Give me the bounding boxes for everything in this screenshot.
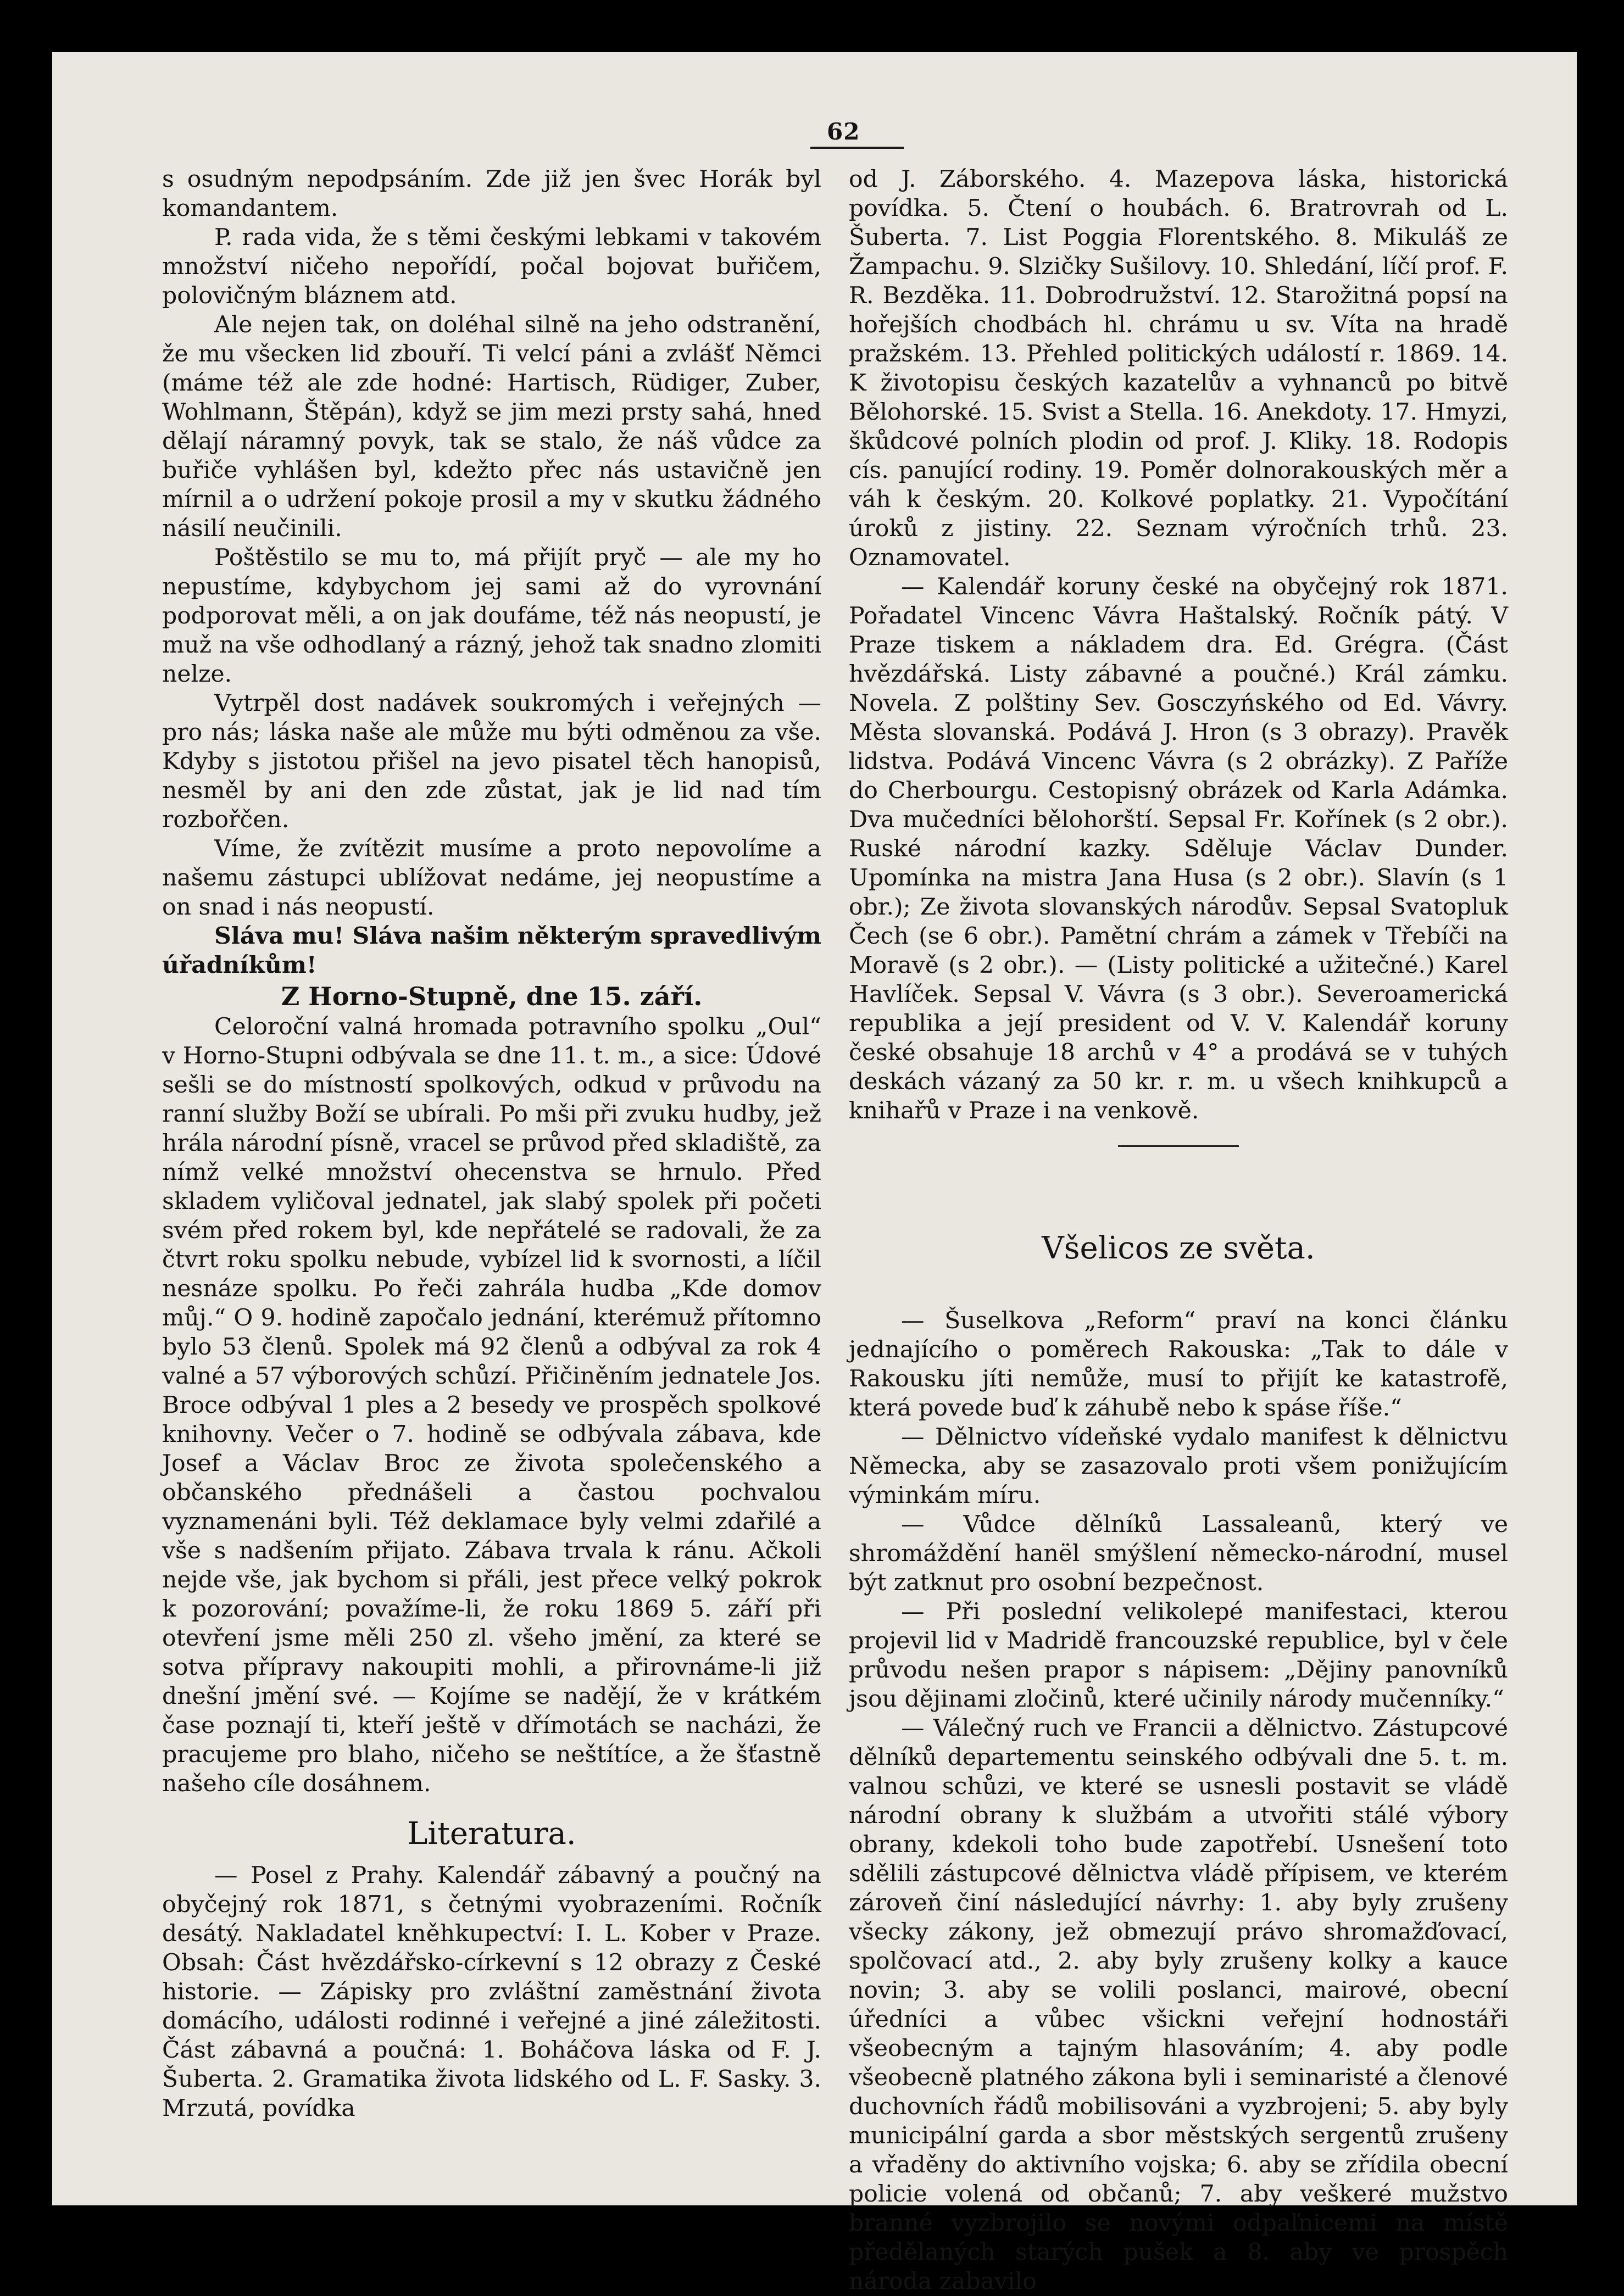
newspaper-page: [52, 52, 1577, 2295]
left-paragraph: s osudným nepodpsáním. Zde již jen švec Horák byl komandantem.: [162, 166, 821, 222]
page-number: 62: [827, 118, 860, 145]
left-paragraph: Víme, že zvítězit musíme a proto nepovolíme a našemu zástupci ublížovat nedáme, jej neopustíme a on snad i nás neopustí.: [162, 835, 821, 921]
left-paragraph: Vytrpěl dost nadávek soukromých i veřejných — pro nás; láska naše ale může mu býti odměnou za vše. Kdyby s jistotou přišel na jevo pisatel těch hanopisů, nesměl by ani den zde zůstat, jak je lid nad tím rozbořčen.: [162, 690, 821, 833]
left-paragraph: Ale nejen tak, on doléhal silně na jeho odstranění, že mu všecken lid zbouří. Ti velcí páni a zvlášť Němci (máme též ale zde hodné: Hartisch, Rüdiger, Zuber, Wohlmann, Štěpán), když se jim mezi prsty sahá, hned dělají náramný povyk, tak se stalo, že náš vůdce za buřiče vyhlášen byl, kdežto přec nás ustavičně jen mírnil a o udržení pokoje prosil a my v skutku žádného násilí neučinili.: [162, 311, 821, 542]
news-item: — Vůdce dělníků Lassaleanů, který ve shromáždění hanël smýšlení německo-národní, musel být zatknut pro osobní bezpečnost.: [849, 1511, 1508, 1596]
kalendar-review: — Kalendář koruny české na obyčejný rok 1871. Pořadatel Vincenc Vávra Haštalský. Ročník pátý. V Praze tiskem a nákladem dra. Ed. Grégra. (Část hvězdářská. Listy zábavné a poučné.) Král zámku. Novela. Z polštiny Sev. Gosczyńského od Ed. Vávry. Města slovanská. Podává J. Hron (s 3 obrazy). Pravěk lidstva. Podává Vincenc Vávra (s 2 obrázky). Z Paříže do Cherbourgu. Cestopisný obrázek od Karla Adámka. Dva mučedníci bělohorští. Sepsal Fr. Kořínek (s 2 obr.). Ruské národní kazky. Sděluje Václav Dunder. Upomínka na mistra Jana Husa (s 2 obr.). Slavín (s 1 obr.); Ze života slovanských národův. Sepsal Svatopluk Čech (se 6 obr.). Pamětní chrám a zámek v Třebíči na Moravě (s 2 obr.). — (Listy politické a užitečné.) Karel Havlíček. Sepsal V. Vávra (s 3 obr.). Severoamerická republika a její president od V. V. Kalendář koruny české obsahuje 18 archů v 4° a prodává se v tuhých deskách vázaný za 50 kr. r. m. u všech knihkupců a knihařů v Praze i na venkově.: [849, 573, 1508, 1124]
left-paragraph: Sláva mu! Sláva našim některým spravedlivým úřadníkům!: [162, 922, 821, 979]
left-column: [162, 165, 821, 2123]
literatura-continued: od J. Záborského. 4. Mazepova láska, historická povídka. 5. Čtení o houbách. 6. Bratrovrah od L. Šuberta. 7. List Poggia Florentského. 8. Mikuláš ze Žampachu. 9. Slzičky Sušilovy. 10. Shledání, líčí prof. F. R. Bezděka. 11. Dobrodružství. 12. Starožitná popsí na hořejších chodbách hl. chrámu u sv. Víta na hradě pražském. 13. Přehled politických událostí r. 1869. 14. K životopisu českých kazatelův a vyhnanců po bitvě Bělohorské. 15. Svist a Stella. 16. Anekdoty. 17. Hmyzi, škůdcové polních plodin od prof. J. Kliky. 18. Rodopis cís. panující rodiny. 19. Poměr dolnorakouských měr a váh k českým. 20. Kolkové poplatky. 21. Vypočítání úroků z jistiny. 22. Seznam výročních trhů. 23. Oznamovatel.: [849, 166, 1508, 571]
right-column: [849, 165, 1508, 2296]
page-number-rule: [810, 147, 904, 149]
vselicos-heading: Všelicos ze světa.: [1042, 1230, 1315, 1266]
society-report: Celoroční valná hromada potravního spolku „Oul“ v Horno-Stupni odbývala se dne 11. t. m., a sice: Údové sešli se do místností spolkových, odkud v průvodu na ranní služby Boží se ubírali. Po mši při zvuku hudby, jež hrála národní písně, vracel se průvod před skladiště, za nímž velké množství ohecenstva se hrnulo. Před skladem vyličoval jednatel, jak slabý spolek při početi svém před rokem byl, kde nepřátelé se radovali, že za čtvrt roku spolku nebude, vybízel lid k svornosti, a líčil nesnáze spolku. Po řeči zahrála hudba „Kde domov můj.“ O 9. hodině započalo jednání, kterémuž přítomno bylo 53 členů. Spolek má 92 členů a odbýval za rok 4 valné a 57 výborových schůzí. Přičiněním jednatele Jos. Broce odbýval 1 ples a 2 besedy ve prospěch spolkové knihovny. Večer o 7. hodině se odbývala zábava, kde Josef a Václav Broc ze života společenského a občanského přednášeli a častou pochvalou vyznamenáni byli. Též deklamace byly velmi zdařilé a vše s nadšením přijato. Zábava trvala k ránu. Ačkoli nejde vše, jak bychom si přáli, jest přece velký pokrok k pozorování; považíme-li, že roku 1869 5. září při otevření jsme měli 250 zl. všeho jmění, za které se sotva přípravy nakoupiti mohli, a přirovnáme-li již dnešní jmění své. — Kojíme se nadějí, že v krátkém čase poznají ti, kteří ještě v dřímotách se nacházi, že pracujeme pro blaho, ničeho se neštítíce, a že šťastně našeho cíle dosáhnem.: [162, 1013, 821, 1797]
literatura-text: — Posel z Prahy. Kalendář zábavný a poučný na obyčejný rok 1871, s četnými vyobrazeními. Ročník desátý. Nakladatel kněhkupectví: I. L. Kober v Praze. Obsah: Část hvězdářsko-církevní s 12 obrazy z České historie. — Zápisky pro zvláštní zaměstnání života domácího, události rodinné i veřejné a jiné záležitosti. Část zábavná a poučná: 1. Boháčova láska od F. J. Šuberta. 2. Gramatika života lidského od L. F. Sasky. 3. Mrzutá, povídka: [162, 1862, 821, 2122]
news-item: — Při poslední velikolepé manifestaci, kterou projevil lid v Madridě francouzské republice, byl v čele průvodu nešen prapor s nápisem: „Dějiny panovníků jsou dějinami zločinů, které učinily národy mučenníky.“: [849, 1598, 1508, 1713]
news-item: — Dělnictvo vídeňské vydalo manifest k dělnictvu Německa, aby se zasazovalo proti všem ponižujícím výminkám míru.: [849, 1424, 1508, 1509]
news-item: — Válečný ruch ve Francii a dělnictvo. Zástupcové dělníků departementu seinského odbývali dne 5. t. m. valnou schůzi, ve které se usnesli postavit se vládě národní obrany k službám a utvořiti stálé výbory obrany, kdekoli toho bude zapotřebí. Usnešení toto sdělili zástupcové dělnictva vládě přípisem, ve kterém zároveň činí následující návrhy: 1. aby byly zrušeny všecky zákony, jež obmezují právo shromažďovací, spolčovací atd., 2. aby byly zrušeny kolky a kauce novin; 3. aby se volili poslanci, mairové, obecní úředníci a vůbec všickni veřejní hodnostáři všeobecným a tajným hlasováním; 4. aby podle všeobecně platného zákona byli i seminaristé a členové duchovních řádů mobilisováni a vyzbrojeni; 5. aby byly municipální garda a sbor městských sergentů zrušeny a vřaděny do aktivního vojska; 6. aby se zřídila obecní policie volená od občanů; 7. aby veškeré mužstvo branné vyzbrojilo se novými odpaľnicemi na místě předělaných starých pušek a 8. aby ve prospěch národa zabavilo: [849, 1715, 1508, 2295]
literatura-heading: Literatura.: [407, 1816, 576, 1852]
news-item: — Šuselkova „Reform“ praví na konci článku jednajícího o poměrech Rakouska: „Tak to dále v Rakousku jíti nemůže, musí to přijít ke katastrofě, která povede buď k záhubě nebo k spáse říše.“: [849, 1307, 1508, 1422]
left-paragraph: P. rada vida, že s těmi českými lebkami v takovém množství ničeho nepořídí, počal bojovat buřičem, polovičným bláznem atd.: [162, 224, 821, 309]
dateline: Z Horno-Stupně, dne 15. září.: [281, 982, 703, 1011]
section-divider: [1118, 1145, 1239, 1147]
left-paragraph: Poštěstilo se mu to, má přijít pryč — ale my ho nepustíme, kdybychom jej sami až do vyrovnání podporovat měli, a on jak doufáme, též nás neopustí, je muž na vše odhodlaný a rázný, jehož tak snadno zlomiti nelze.: [162, 544, 821, 688]
